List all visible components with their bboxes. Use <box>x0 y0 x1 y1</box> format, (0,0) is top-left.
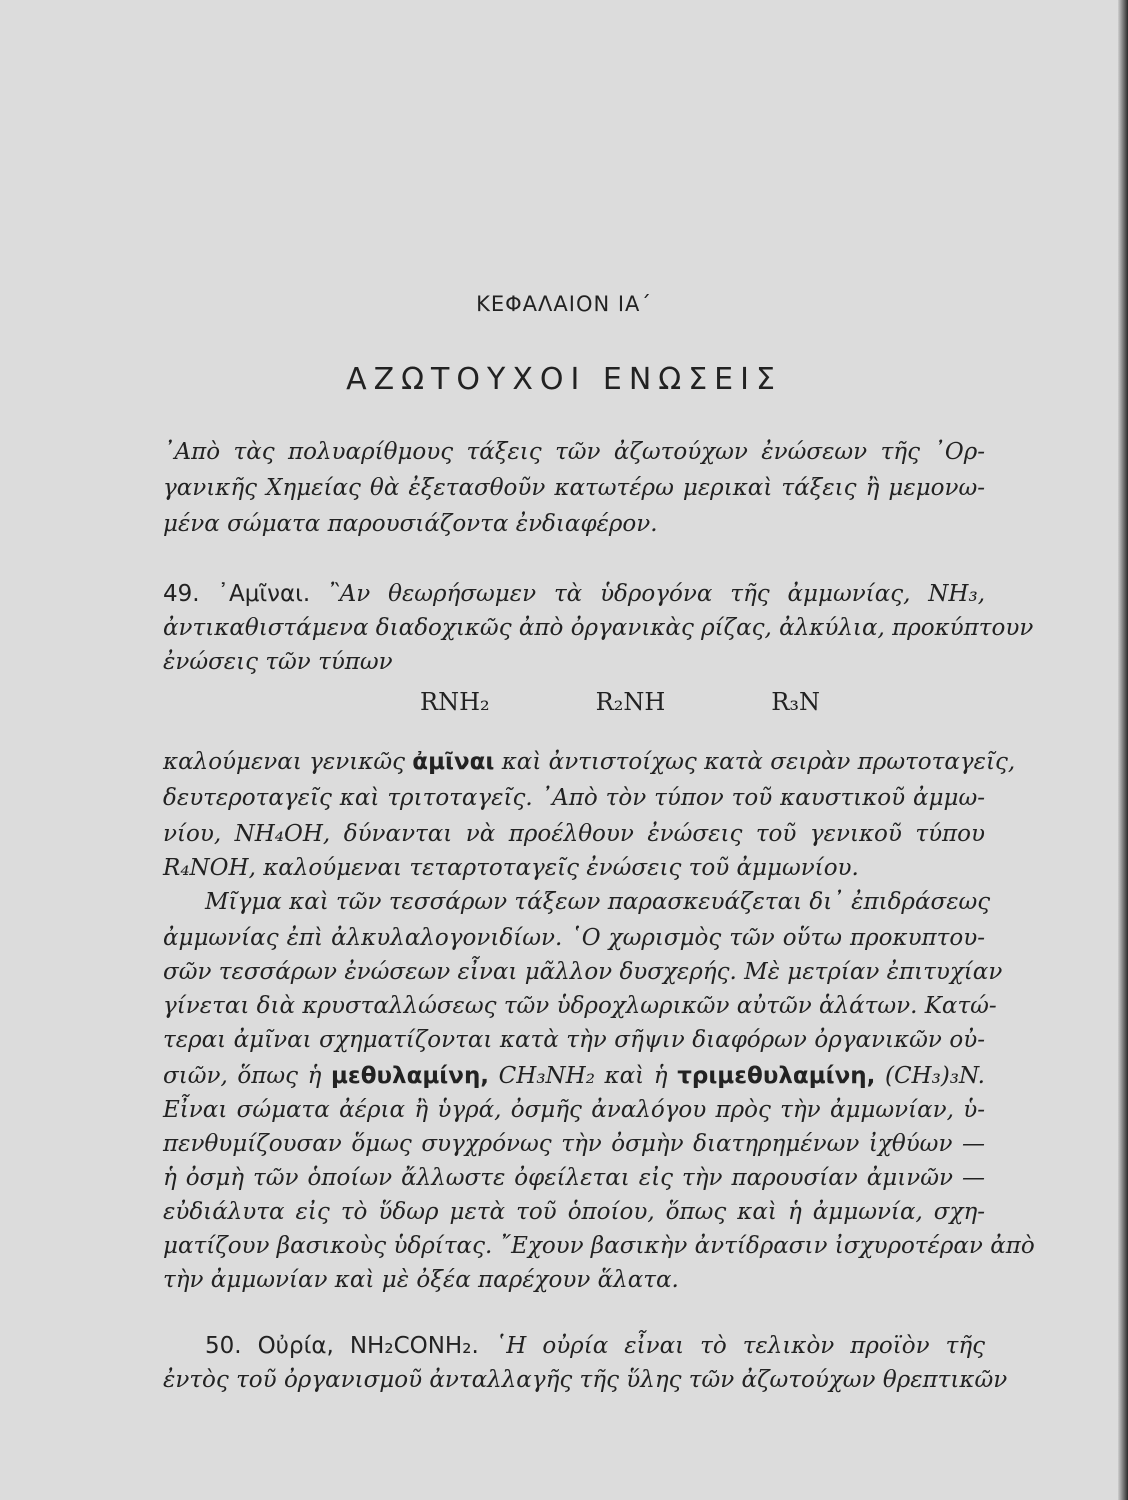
text-line: πενθυμίζουσαν ὅμως συγχρόνως τὴν ὀσμὴν διατηρημένων ἰχθύων — <box>163 1131 985 1157</box>
text-span: (CH₃)₃N. <box>884 1063 985 1089</box>
section-49-first-line <box>163 578 985 610</box>
text-line <box>163 746 1016 778</box>
page-edge-shadow <box>1118 0 1128 1500</box>
text-line: σῶν τεσσάρων ἐνώσεων εἶναι μᾶλλον δυσχερής. Μὲ μετρίαν ἐπιτυχίαν <box>163 959 1003 985</box>
text-line: ἐντὸς τοῦ ὀργανισμοῦ ἀνταλλαγῆς τῆς ὕλης τῶν ἀζωτούχων θρεπτικῶν <box>163 1367 1008 1393</box>
section-49-line1-text: ῍Αν θεωρήσωμεν τὰ ὑδρογόνα τῆς ἀμμωνίας, NH₃, <box>328 581 986 607</box>
section-50-line1-text: ῾Η οὐρία εἶναι τὸ τελικὸν προϊὸν τῆς <box>494 1333 986 1359</box>
term-aminai: ἀμῖναι <box>412 749 495 775</box>
text-line: εὐδιάλυτα εἰς τὸ ὕδωρ μετὰ τοῦ ὁποίου, ὅπως καὶ ἡ ἀμμωνία, σχη- <box>163 1199 985 1225</box>
text-line: τὴν ἀμμωνίαν καὶ μὲ ὀξέα παρέχουν ἅλατα. <box>163 1267 679 1293</box>
text-line: ἀντικαθιστάμενα διαδοχικῶς ἀπὸ ὀργανικὰς ρίζας, ἀλκύλια, προκύπτουν <box>163 615 1034 641</box>
text-line: Εἶναι σώματα ἀέρια ἢ ὑγρά, ὀσμῆς ἀναλόγου πρὸς τὴν ἀμμωνίαν, ὑ- <box>163 1097 985 1123</box>
text-span: καὶ ἀντιστοίχως κατὰ σειρὰν πρωτοταγεῖς, <box>501 749 1016 775</box>
section-49-number: 49. <box>163 581 200 607</box>
text-span: σιῶν, ὅπως ἡ <box>163 1063 322 1089</box>
text-line: τεραι ἀμῖναι σχηματίζονται κατὰ τὴν σῆψιν διαφόρων ὀργανικῶν οὐ- <box>163 1027 985 1053</box>
text-line: δευτεροταγεῖς καὶ τριτοταγεῖς. ᾿Απὸ τὸν τύπον τοῦ καυστικοῦ ἀμμω- <box>163 785 985 811</box>
text-line: Μῖγμα καὶ τῶν τεσσάρων τάξεων παρασκευάζεται δι᾿ ἐπιδράσεως <box>205 889 991 915</box>
intro-line: γανικῆς Χημείας θὰ ἐξετασθοῦν κατωτέρω μερικαὶ τάξεις ἢ μεμονω- <box>163 475 985 501</box>
text-span: CH₃NH₂ καὶ ἡ <box>498 1063 668 1089</box>
intro-line: ᾿Απὸ τὰς πολυαρίθμους τάξεις τῶν ἀζωτούχων ἐνώσεων τῆς ᾿Ορ- <box>163 439 985 465</box>
text-line: ματίζουν βασικοὺς ὑδρίτας. ῎Εχουν βασικὴν ἀντίδρασιν ἰσχυροτέραν ἀπὸ <box>163 1233 1035 1259</box>
text-line <box>163 1060 985 1092</box>
formula-tertiary: R₃N <box>771 688 820 716</box>
section-49-heading: ᾿Αμῖναι. <box>217 581 311 607</box>
term-methylamine: μεθυλαμίνη, <box>330 1063 490 1089</box>
text-line: R₄NOH, καλούμεναι τεταρτοταγεῖς ἐνώσεις τοῦ ἀμμωνίου. <box>163 855 859 881</box>
chapter-number: ΚΕΦΑΛΑΙΟΝ ΙΑ΄ <box>476 292 652 316</box>
text-span: καλούμεναι γενικῶς <box>163 749 405 775</box>
section-50-heading: 50. Οὐρία, NH₂CONH₂. <box>205 1333 479 1359</box>
text-line: ἐνώσεις τῶν τύπων <box>163 649 393 675</box>
intro-line: μένα σώματα παρουσιάζοντα ἐνδιαφέρον. <box>163 511 658 537</box>
text-line: ἀμμωνίας ἐπὶ ἀλκυλαλογονιδίων. ῾Ο χωρισμὸς τῶν οὕτω προκυπτου- <box>163 925 985 951</box>
amine-formulas <box>420 688 820 716</box>
term-trimethylamine: τριμεθυλαμίνη, <box>677 1063 876 1089</box>
text-line: ἡ ὀσμὴ τῶν ὁποίων ἄλλωστε ὀφείλεται εἰς τὴν παρουσίαν ἀμινῶν — <box>163 1165 985 1191</box>
text-line: νίου, NH₄OH, δύνανται νὰ προέλθουν ἐνώσεις τοῦ γενικοῦ τύπου <box>163 821 985 847</box>
text-line: γίνεται διὰ κρυσταλλώσεως τῶν ὑδροχλωρικῶν αὐτῶν ἁλάτων. Κατώ- <box>163 993 997 1019</box>
formula-primary: RNH₂ <box>420 688 490 716</box>
chapter-title: ΑΖΩΤΟΥΧΟΙ ΕΝΩΣΕΙΣ <box>346 362 782 397</box>
formula-secondary: R₂NH <box>595 688 666 716</box>
section-50-first-line <box>205 1330 985 1362</box>
